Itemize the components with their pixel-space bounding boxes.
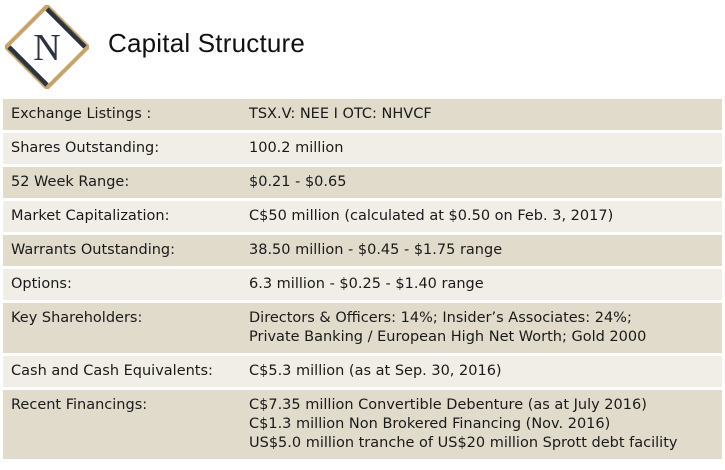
row-label: Cash and Cash Equivalents: [3, 355, 241, 389]
row-label: Warrants Outstanding: [3, 234, 241, 268]
row-value-line: Directors & Officers: 14%; Insider’s Associates: 24%; [249, 310, 632, 326]
row-value [241, 200, 722, 234]
row-label: Key Shareholders: [3, 302, 241, 355]
row-value-line: 100.2 million [249, 140, 344, 156]
row-value-line: 6.3 million - $0.25 - $1.40 range [249, 276, 484, 292]
row-value [241, 166, 722, 200]
row-label: Shares Outstanding: [3, 132, 241, 166]
row-value [241, 132, 722, 166]
row-value [241, 389, 722, 461]
table-row [3, 389, 722, 461]
row-value-line: US$5.0 million tranche of US$20 million Sprott debt facility [249, 435, 678, 451]
row-label: Options: [3, 268, 241, 302]
table-row [3, 99, 722, 132]
row-value-line: C$1.3 million Non Brokered Financing (Nov. 2016) [249, 416, 611, 432]
row-value-line: 38.50 million - $0.45 - $1.75 range [249, 242, 503, 258]
row-value-line: $0.21 - $0.65 [249, 174, 347, 190]
table-row [3, 355, 722, 389]
page-title: Capital Structure [108, 28, 306, 58]
row-label: Market Capitalization: [3, 200, 241, 234]
row-label: 52 Week Range: [3, 166, 241, 200]
row-value-line: C$50 million (calculated at $0.50 on Feb. 3, 2017) [249, 208, 614, 224]
company-logo [5, 5, 89, 89]
slide-header [0, 0, 725, 100]
row-value [241, 234, 722, 268]
table-row [3, 200, 722, 234]
row-value [241, 302, 722, 355]
table-row [3, 302, 722, 355]
row-label: Recent Financings: [3, 389, 241, 461]
row-value-line: C$7.35 million Convertible Debenture (as at July 2016) [249, 397, 647, 413]
table-row [3, 166, 722, 200]
table-row [3, 132, 722, 166]
table-row [3, 234, 722, 268]
row-value-line: Private Banking / European High Net Worth; Gold 2000 [249, 329, 647, 345]
row-value [241, 99, 722, 132]
row-value [241, 355, 722, 389]
row-value-line: C$5.3 million (as at Sep. 30, 2016) [249, 363, 502, 379]
row-value-line: TSX.V: NEE I OTC: NHVCF [249, 106, 432, 122]
row-value [241, 268, 722, 302]
logo-letter: N [33, 27, 61, 69]
capital-structure-table [3, 99, 722, 462]
table-row [3, 268, 722, 302]
row-label: Exchange Listings : [3, 99, 241, 132]
